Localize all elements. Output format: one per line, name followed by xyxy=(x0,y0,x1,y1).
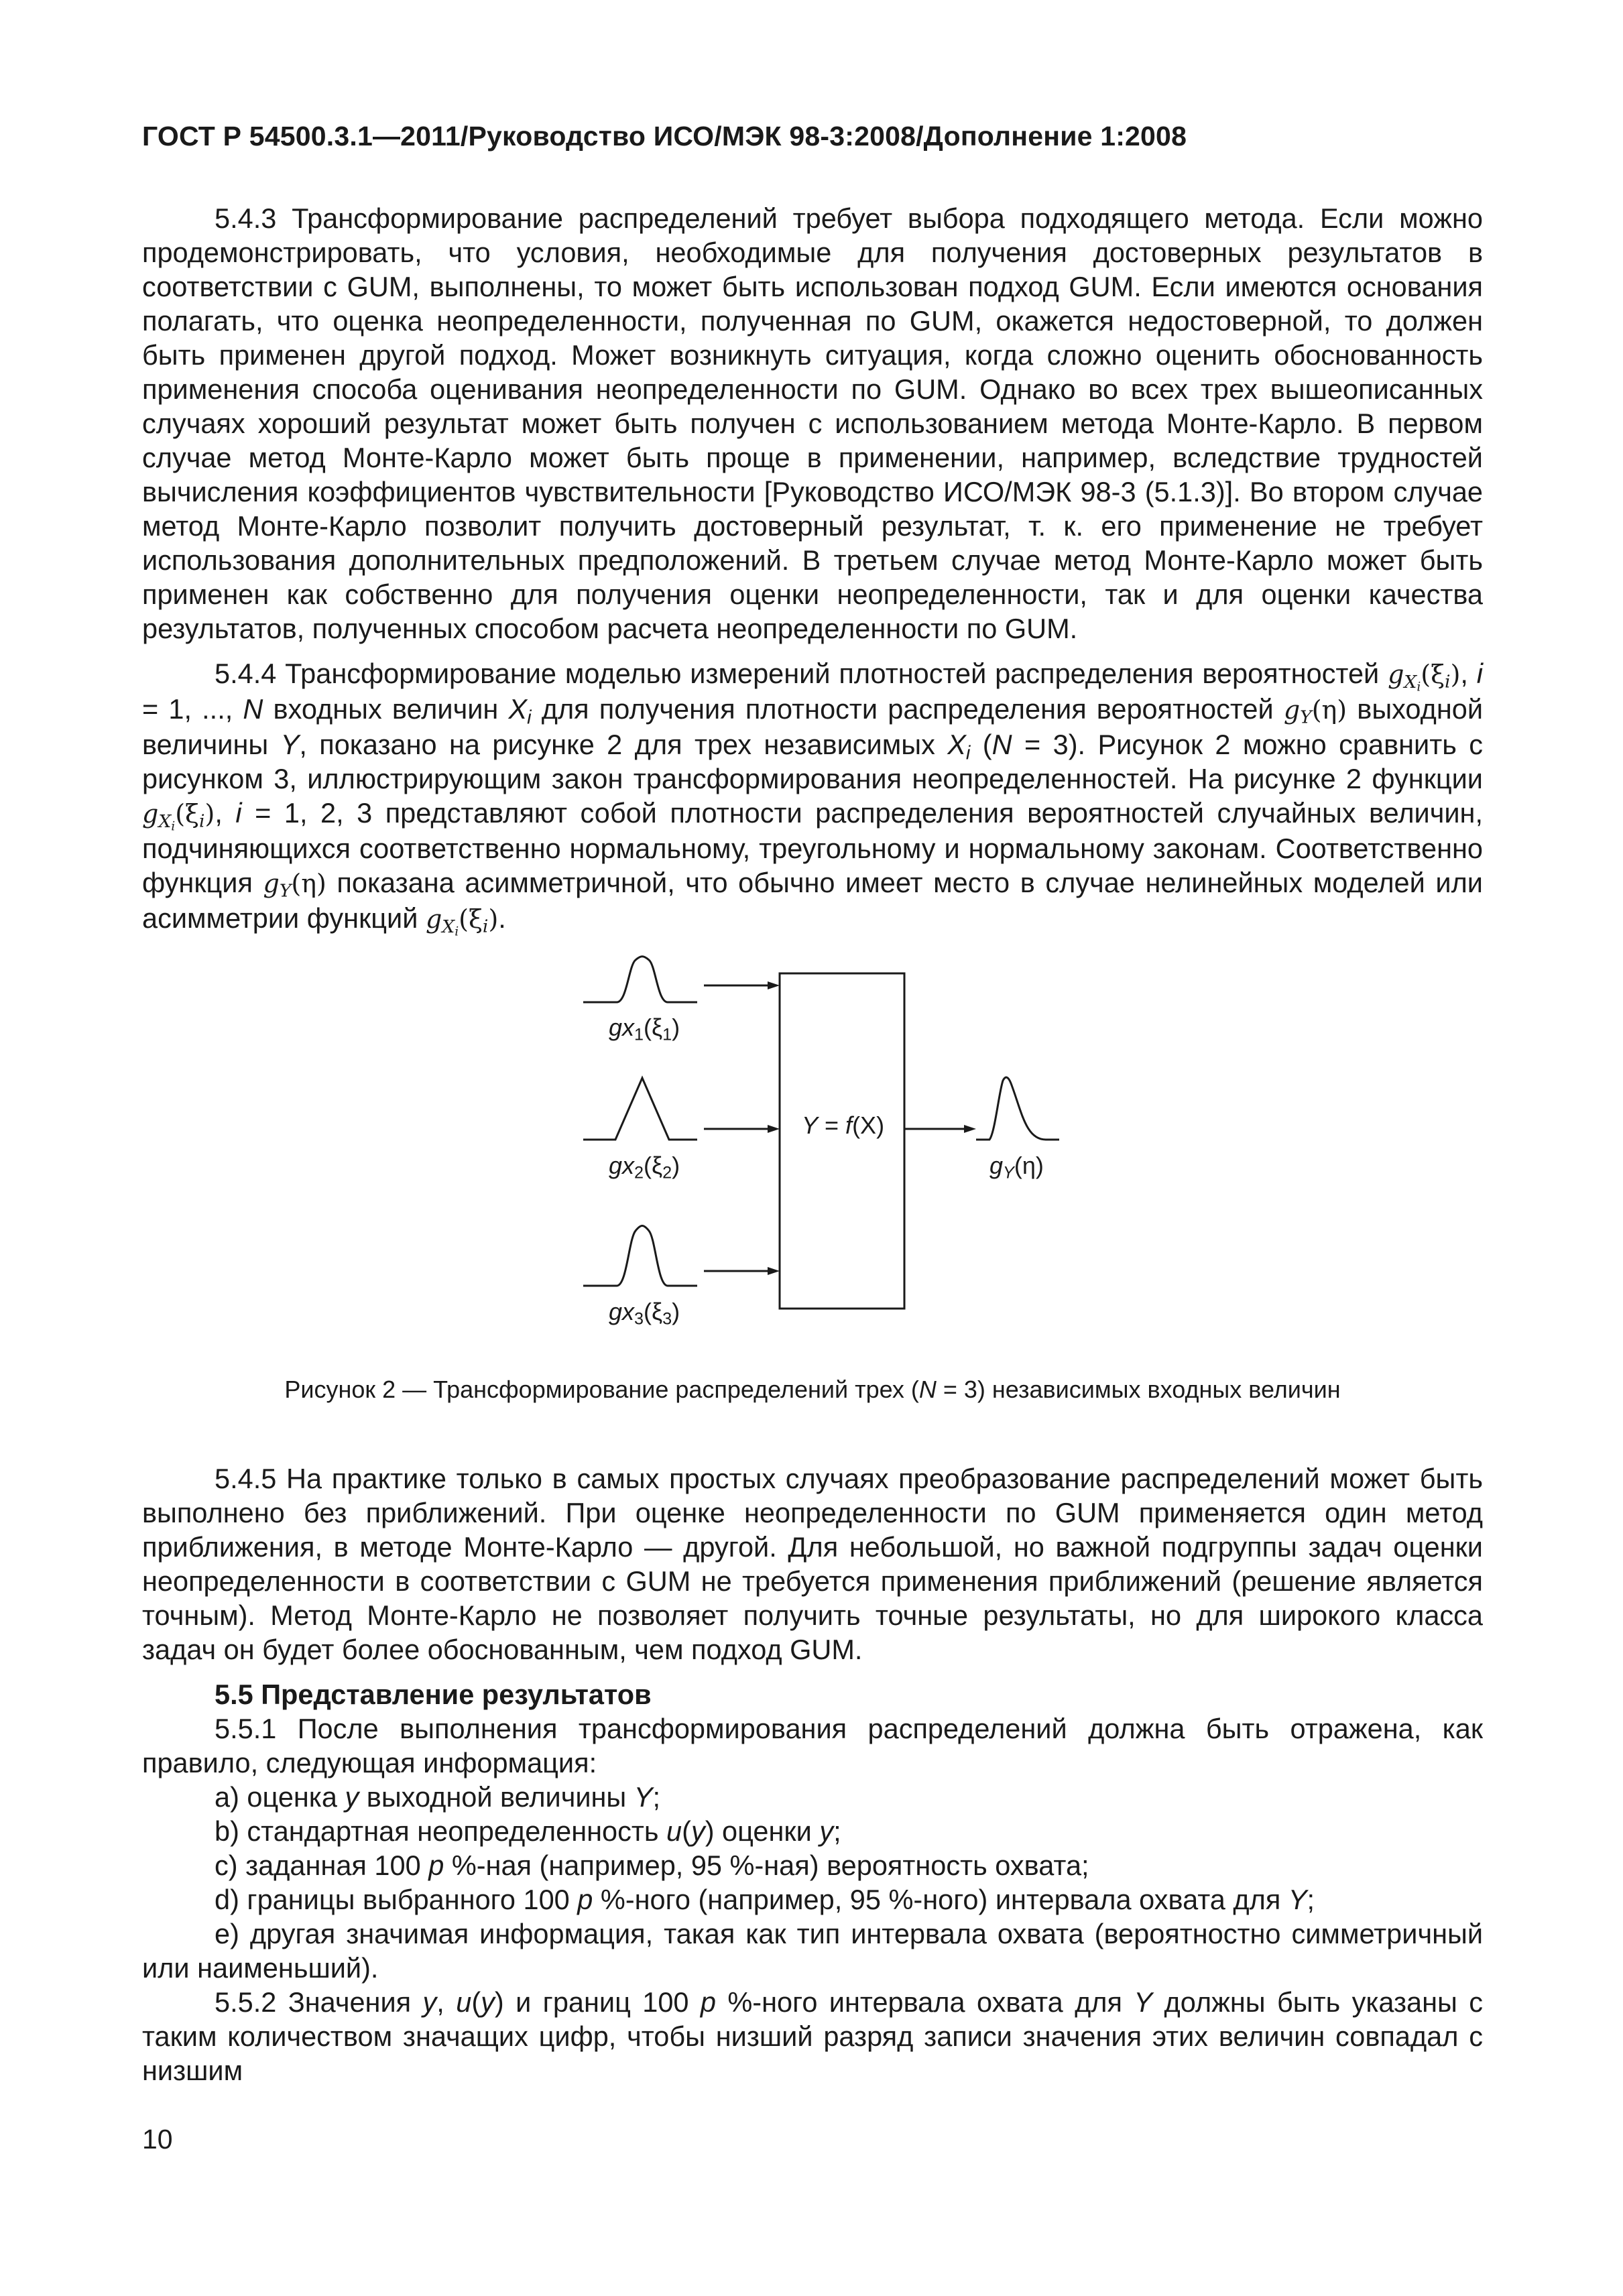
output-skewed-curve xyxy=(976,1077,1059,1140)
paragraph-5-5-2: 5.5.2 Значения y, u(y) и границ 100 p %-ного интервала охвата для Y должны быть указаны с таким количеством значащих цифр, чтобы низший разряд записи значения этих величин совпадал с низшим xyxy=(142,1986,1484,2086)
input-3-normal-curve xyxy=(583,1226,697,1286)
text-block-bottom xyxy=(142,1461,1483,2088)
list-item-b: b) стандартная неопределенность u(y) оценки y; xyxy=(215,1815,841,1847)
arrow-1-head xyxy=(768,981,780,989)
paragraph-5-4-4: 5.4.4 Трансформирование моделью измерений плотностей распределения вероятностей $g_{X_i}(\xi_i)$, i = 1, ..., N входных величин $X_i$ для получения плотности распределения вероятностей $g_Y(\eta)$ выходной величины Y, показано на рисунке 2 для трех независимых $X_i$ (N = 3). Рисунок 2 можно сравнить с рисунком 3, иллюстрирующим закон трансформирования неопределенностей. На рисунке 2 функции $g_{X_i}(\xi_i)$, i = 1, 2, 3 представляют собой плотности распределения вероятностей случайных величин, подчиняющихся соответственно нормальному, треугольному и нормальному законам. Соответственно функция $g_Y(\eta)$ показана асимметричной, что обычно имеет место в случае нелинейных моделей или асимметрии функций $g_{X_i}(\xi_i)$. xyxy=(142,658,1483,939)
model-equation: Y = f(X) xyxy=(802,1111,885,1139)
input-2-triangular-curve xyxy=(583,1078,697,1140)
list-item-e: e) другая значимая информация, такая как тип интервала охвата (вероятностно симметричный или наименьший). xyxy=(142,1918,1483,1984)
model-box xyxy=(780,973,904,1309)
page-number: 10 xyxy=(142,2124,173,2155)
output-arrow-head xyxy=(964,1125,976,1133)
paragraph-5-4-3: 5.4.3 Трансформирование распределений требует выбора подходящего метода. Если можно продемонстрировать, что условия, необходимые для получения достоверных результатов в соответствии с GUM, выполнены, то может быть использован подход GUM. Если имеются основания полагать, что оценка неопределенности, полученная по GUM, окажется недостоверной, то должен быть применен другой подход. Может возникнуть ситуация, когда сложно оценить обоснованность применения способа оценивания неопределенности по GUM. Однако во всех трех вышеописанных случаях хороший результат может быть получен с использованием метода Монте-Карло. В первом случае метод Монте-Карло может быть проще в применении, например, вследствие трудностей вычисления коэффициентов чувствительности [Руководство ИСО/МЭК 98-3 (5.1.3)]. Во втором случае метод Монте-Карло позволит получить достоверный результат, т. к. его применение не требует использования дополнительных предположений. В третьем случае метод Монте-Карло может быть применен как собственно для получения оценки неопределенности, так и для оценки качества результатов, полученных способом расчета неопределенности по GUM. xyxy=(142,202,1483,644)
section-heading-5-5: 5.5 Представление результатов xyxy=(215,1679,652,1710)
figure-2-diagram xyxy=(577,939,1073,1354)
input-2-label: $gx_2(\xi_2)$ xyxy=(609,1152,680,1183)
list-item-d: d) границы выбранного 100 p %-ного (например, 95 %-ного) интервала охвата для Y; xyxy=(215,1884,1315,1915)
figure-caption: Рисунок 2 — Трансформирование распределений трех (N = 3) независимых входных величин xyxy=(284,1376,1341,1403)
arrow-2-head xyxy=(768,1125,780,1133)
paragraph-5-4-5: 5.4.5 На практике только в самых простых случаях преобразование распределений может быть выполнено без приближений. При оценке неопределенности по GUM применяется один метод приближения, в методе Монте-Карло — другой. Для небольшой, но важной подгруппы задач оценки неопределенности в соответствии с GUM не требуется применения приближений (решение является точным). Метод Монте-Карло не позволяет получить точные результаты, но для широкого класса задач он будет более обоснованным, чем подход GUM. xyxy=(142,1463,1483,1665)
output-label: $g_Y(\eta)$ xyxy=(989,1152,1044,1183)
text-block-top xyxy=(142,201,1483,939)
input-3-label: $gx_3(\xi_3)$ xyxy=(609,1298,680,1329)
list-item-c: c) заданная 100 p %-ная (например, 95 %-ная) вероятность охвата; xyxy=(215,1850,1089,1881)
arrow-3-head xyxy=(768,1267,780,1275)
input-1-label: $gx_1(\xi_1)$ xyxy=(609,1014,680,1044)
paragraph-5-5-1: 5.5.1 После выполнения трансформирования распределений должна быть отражена, как правило, следующая информация: xyxy=(142,1713,1483,1778)
page-header: ГОСТ Р 54500.3.1—2011/Руководство ИСО/МЭК 98-3:2008/Дополнение 1:2008 xyxy=(142,121,1187,152)
input-1-normal-curve xyxy=(583,957,697,1002)
list-item-a: a) оценка y выходной величины Y; xyxy=(215,1781,661,1813)
figure-2-drawing xyxy=(577,939,1073,1354)
